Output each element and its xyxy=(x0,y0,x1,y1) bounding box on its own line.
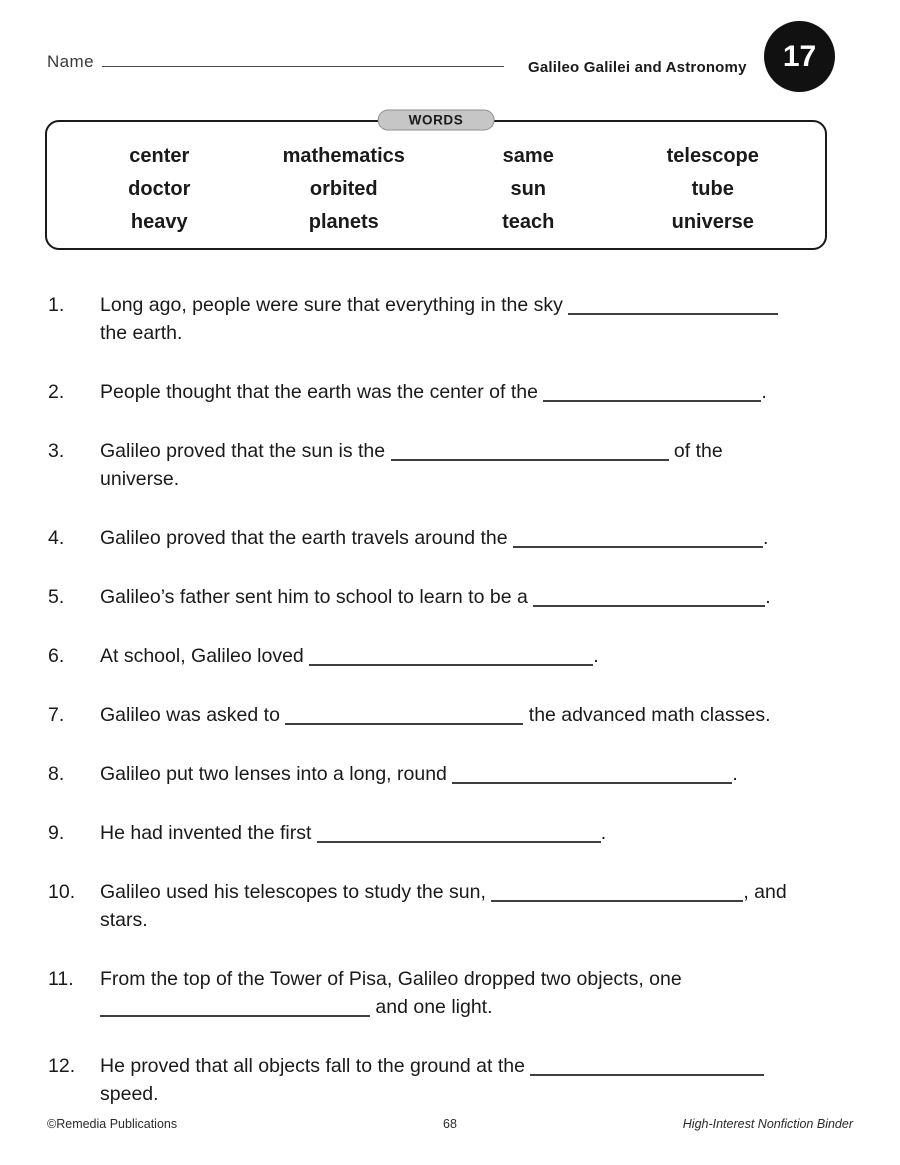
word-bank-word: sun xyxy=(510,178,547,200)
word-bank-word: teach xyxy=(502,211,555,233)
fill-in-blank[interactable] xyxy=(285,723,523,725)
question-text xyxy=(100,437,856,493)
fill-in-blank[interactable] xyxy=(391,459,669,461)
word-bank-word: tube xyxy=(691,178,734,200)
fill-in-blank[interactable] xyxy=(533,605,765,607)
question-text-segment: . xyxy=(600,822,607,844)
word-bank-word: same xyxy=(502,145,554,167)
word-bank-word: center xyxy=(129,145,190,167)
word-bank-word: orbited xyxy=(309,178,378,200)
footer-page-number: 68 xyxy=(443,1117,457,1131)
question-text-segment: Galileo proved that the earth travels around the xyxy=(100,527,514,549)
fill-in-blank[interactable] xyxy=(452,782,732,784)
question-text xyxy=(100,965,856,1021)
question-item xyxy=(48,642,856,670)
question-item xyxy=(48,819,856,847)
question-text xyxy=(100,642,856,670)
question-number: 1. xyxy=(48,294,65,316)
question-text xyxy=(100,583,856,611)
question-text xyxy=(100,524,856,552)
word-bank-word: universe xyxy=(671,211,754,233)
question-text-segment: He had invented the first xyxy=(100,822,317,844)
question-text-segment: . xyxy=(593,645,599,667)
fill-in-blank[interactable] xyxy=(100,1015,370,1017)
question-number: 5. xyxy=(48,586,65,608)
name-input-line[interactable] xyxy=(102,53,504,67)
question-item xyxy=(48,1052,856,1108)
fill-in-blank[interactable] xyxy=(317,841,601,843)
question-text-segment: He proved that all objects fall to the ground at the xyxy=(100,1055,531,1077)
word-bank-word: mathematics xyxy=(282,145,405,167)
question-item xyxy=(48,965,856,1021)
question-number: 3. xyxy=(48,440,65,462)
fill-in-blank[interactable] xyxy=(513,546,763,548)
word-bank-grid xyxy=(47,122,825,239)
question-text-segment: Galileo proved that the sun is the xyxy=(100,440,391,462)
question-item xyxy=(48,760,856,788)
question-text-segment: From the top of the Tower of Pisa, Galileo dropped two objects, one xyxy=(100,968,682,990)
question-number: 11. xyxy=(48,968,74,990)
question-item xyxy=(48,378,856,406)
fill-in-blank[interactable] xyxy=(568,313,778,315)
question-text-segment: of the xyxy=(668,440,723,462)
word-bank-word: heavy xyxy=(130,211,188,233)
question-text-segment: People thought that the earth was the center of the xyxy=(100,381,544,403)
question-number: 4. xyxy=(48,527,65,549)
fill-in-blank[interactable] xyxy=(491,900,743,902)
worksheet-title: Galileo Galilei and Astronomy xyxy=(528,59,747,76)
question-text-segment: . xyxy=(732,763,738,785)
question-text xyxy=(100,291,856,347)
question-text-segment: and one light. xyxy=(370,996,493,1018)
question-number: 9. xyxy=(48,822,65,844)
question-number: 10. xyxy=(48,881,76,903)
fill-in-blank[interactable] xyxy=(309,664,593,666)
word-bank-word: telescope xyxy=(666,145,759,167)
word-bank-box xyxy=(45,112,827,250)
question-number: 2. xyxy=(48,381,65,403)
question-text-segment: universe. xyxy=(100,468,180,490)
question-text xyxy=(100,819,856,847)
name-label: Name xyxy=(47,52,94,71)
question-text xyxy=(100,378,856,406)
question-number: 8. xyxy=(48,763,65,785)
word-bank-word: doctor xyxy=(128,178,191,200)
question-text xyxy=(100,878,856,934)
question-text-segment: At school, Galileo loved xyxy=(100,645,310,667)
page-number-badge: 17 xyxy=(764,21,835,92)
question-text-segment: Long ago, people were sure that everything in the sky xyxy=(100,294,569,316)
publisher-credit: ©Remedia Publications xyxy=(47,1117,178,1131)
fill-in-blank[interactable] xyxy=(530,1074,764,1076)
fill-in-blank[interactable] xyxy=(543,400,761,402)
question-text-segment: Galileo was asked to xyxy=(100,704,286,726)
question-item xyxy=(48,583,856,611)
question-text-segment: . xyxy=(761,381,767,403)
questions-list xyxy=(48,291,856,1139)
question-item xyxy=(48,524,856,552)
question-item xyxy=(48,701,856,729)
question-text-segment: , and xyxy=(743,881,787,903)
question-text xyxy=(100,760,856,788)
question-item xyxy=(48,878,856,934)
question-text-segment: Galileo used his telescopes to study the sun, xyxy=(100,881,492,903)
word-bank-word: planets xyxy=(308,211,379,233)
question-text-segment: the earth. xyxy=(100,322,183,344)
question-text-segment: . xyxy=(763,527,769,549)
question-text-segment: Galileo put two lenses into a long, round xyxy=(100,763,453,785)
question-number: 6. xyxy=(48,645,65,667)
question-item xyxy=(48,437,856,493)
question-text-segment: . xyxy=(765,586,771,608)
question-text-segment: Galileo’s father sent him to school to learn to be a xyxy=(100,586,534,608)
question-text-segment: stars. xyxy=(100,909,148,931)
question-number: 7. xyxy=(48,704,65,726)
question-text-segment: speed. xyxy=(100,1083,159,1105)
question-text-segment: the advanced math classes. xyxy=(523,704,771,726)
word-bank-label: WORDS xyxy=(378,110,495,131)
name-row xyxy=(47,52,504,72)
question-text xyxy=(100,1052,856,1108)
binder-title: High-Interest Nonfiction Binder xyxy=(682,1117,853,1131)
footer xyxy=(47,1117,853,1131)
question-text xyxy=(100,701,856,729)
question-item xyxy=(48,291,856,347)
question-number: 12. xyxy=(48,1055,76,1077)
